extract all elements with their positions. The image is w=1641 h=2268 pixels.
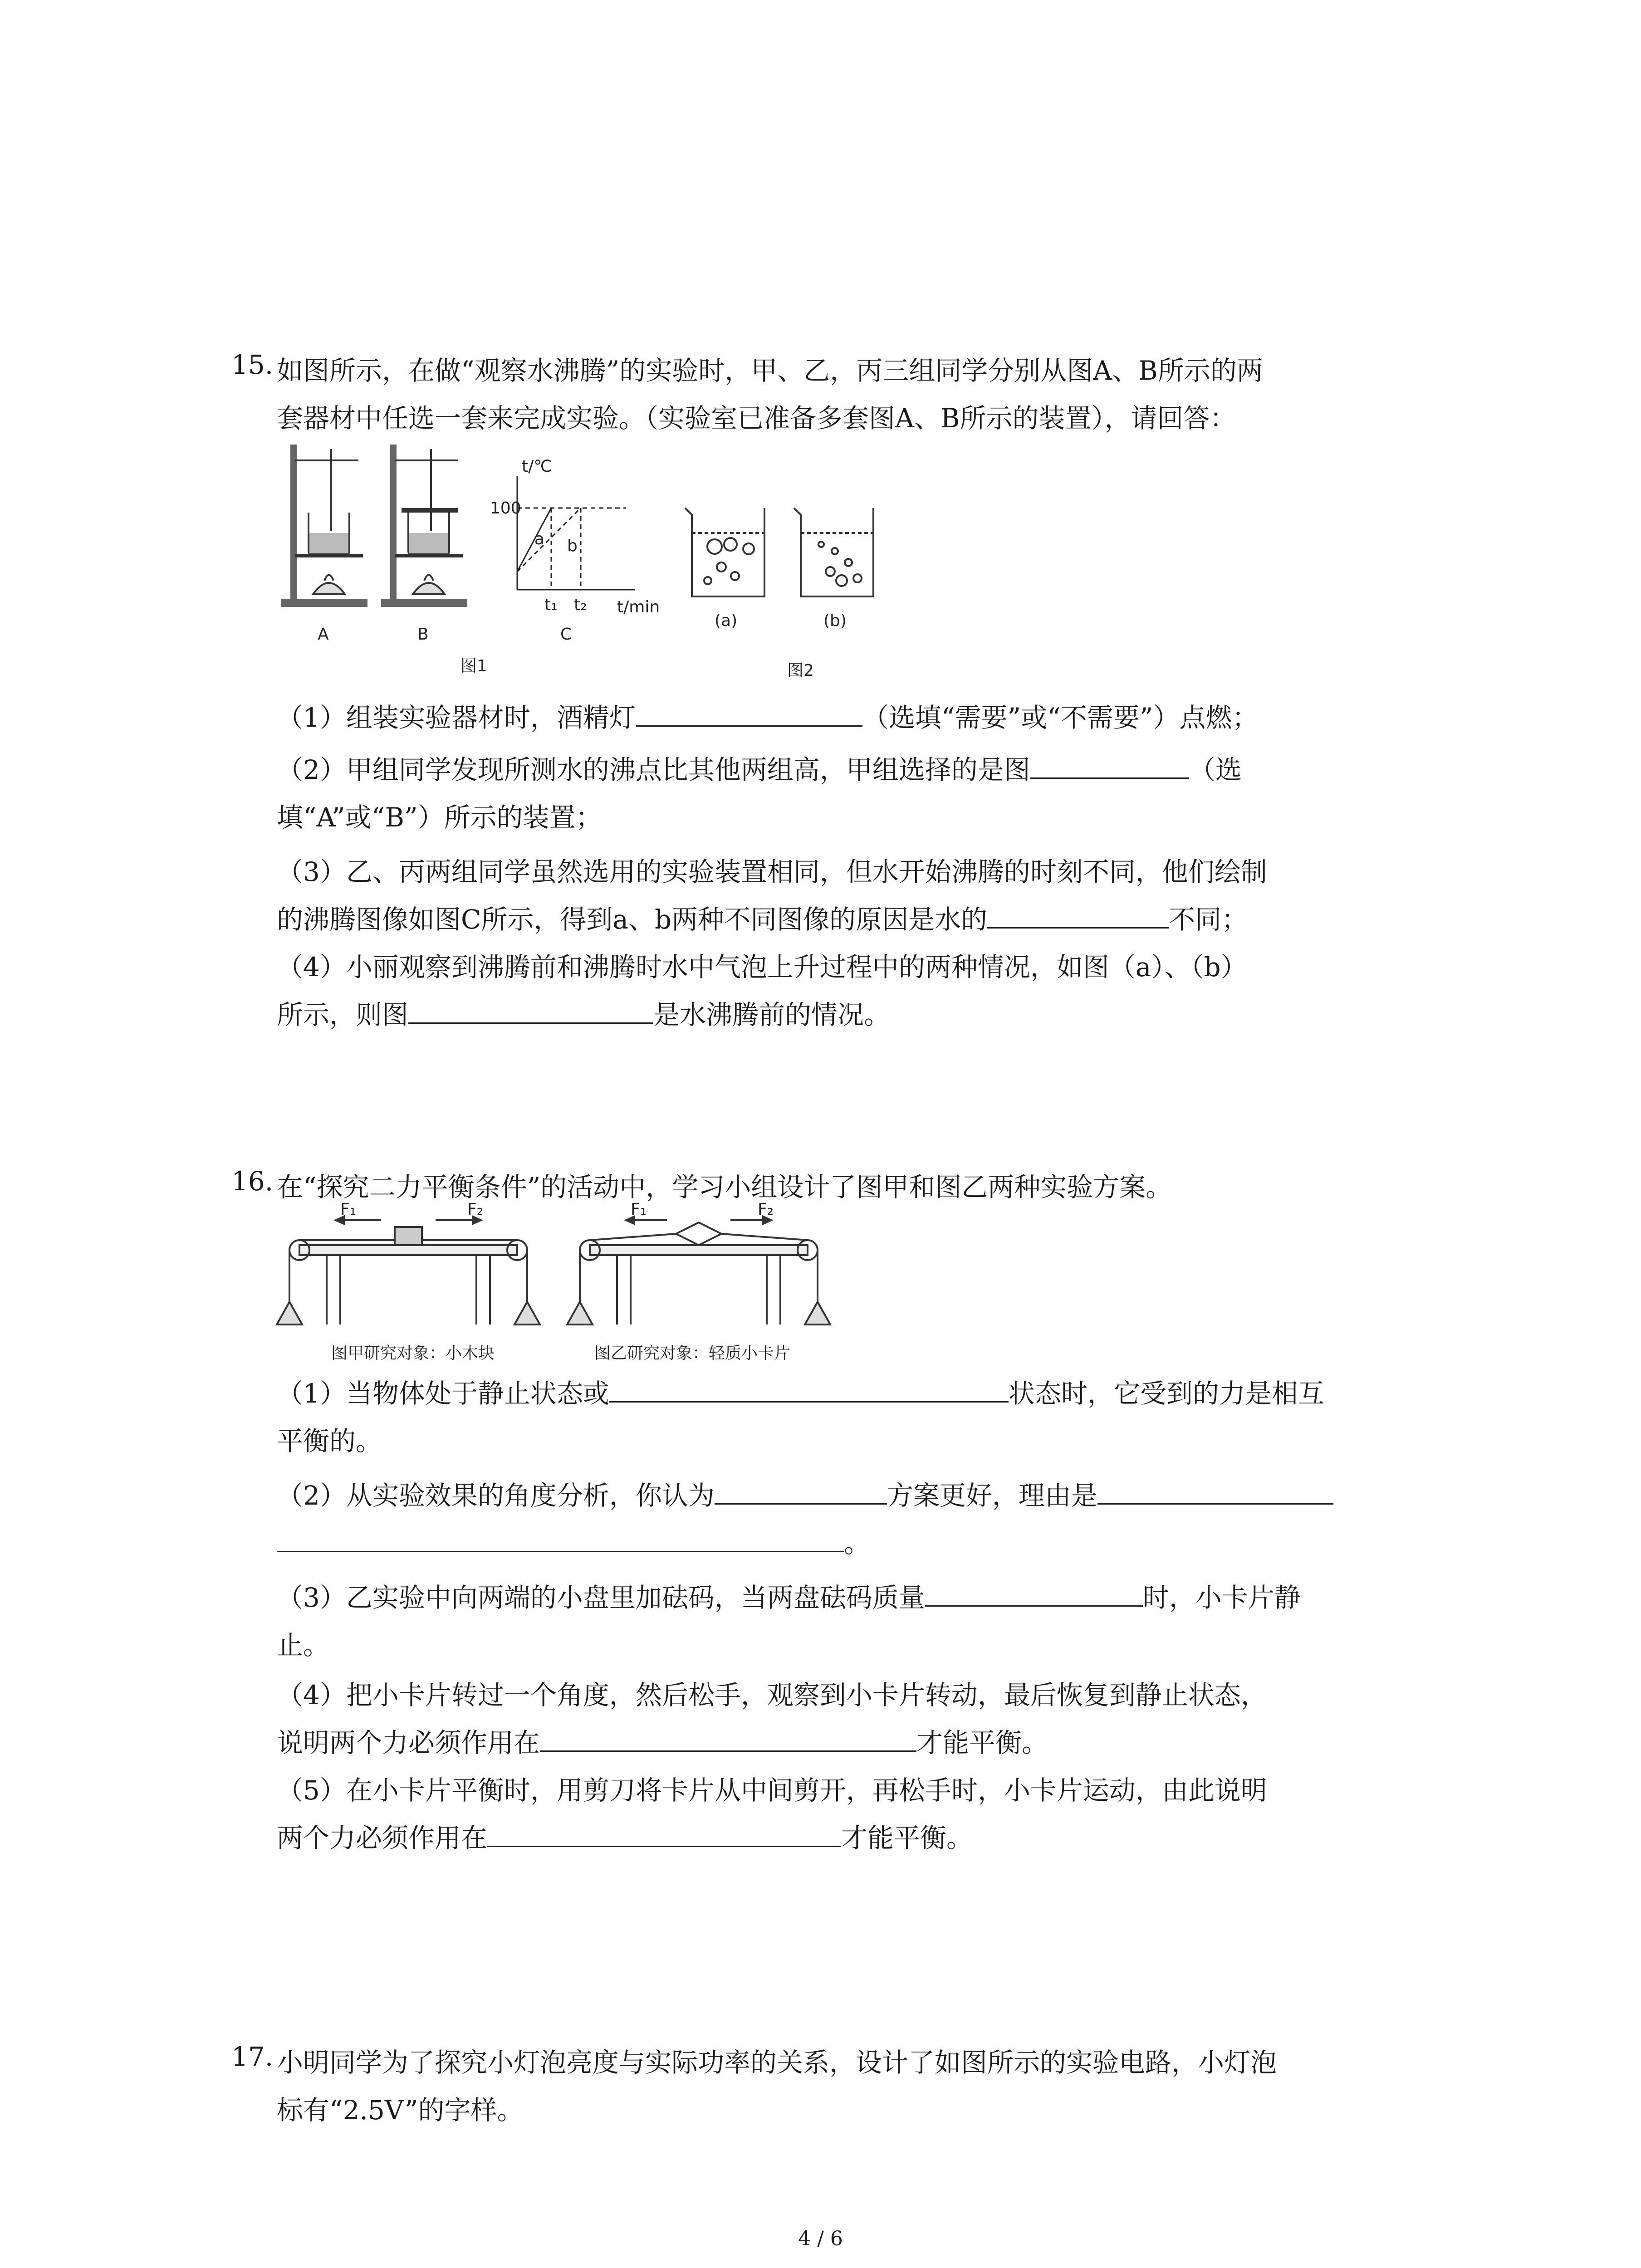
answer-blank[interactable] <box>636 699 862 727</box>
q15-part2-text: （选 <box>1189 754 1242 785</box>
q15-part4-text: 是水沸腾前的情况。 <box>653 999 891 1030</box>
q16-part1-text: （1）当物体处于静止状态或 <box>277 1378 609 1409</box>
q16-part2-text: （2）从实验效果的角度分析，你认为 <box>277 1480 715 1511</box>
q16-part2-text: 。 <box>844 1528 871 1559</box>
q16-part3 <box>277 1576 1301 1614</box>
q15-part1 <box>277 696 1259 734</box>
answer-blank[interactable] <box>408 996 653 1024</box>
answer-blank[interactable] <box>609 1375 1009 1403</box>
f1-label: F₁ <box>340 1202 357 1219</box>
q15-part2-cont: 填“A”或“B”）所示的装置； <box>277 802 602 833</box>
q16-part5-cont <box>277 1817 973 1855</box>
q16-part1-cont: 平衡的。 <box>277 1426 382 1457</box>
q16-part1-text: 状态时，它受到的力是相互 <box>1008 1378 1324 1409</box>
q15-part4: （4）小丽观察到沸腾前和沸腾时水中气泡上升过程中的两种情况，如图（a）、（b） <box>277 952 1247 982</box>
q16-part1 <box>277 1372 1324 1410</box>
q16-part2-cont <box>277 1522 870 1560</box>
label-c: C <box>560 625 572 644</box>
answer-blank[interactable] <box>715 1477 887 1505</box>
question-text: 小明同学为了探究小灯泡亮度与实际功率的关系，设计了如图所示的实验电路，小灯泡 <box>277 2047 1277 2078</box>
answer-blank[interactable] <box>1030 751 1189 779</box>
q16-part4-cont <box>277 1721 1048 1760</box>
question-number: 15. <box>231 349 274 380</box>
answer-blank[interactable] <box>277 1525 844 1552</box>
q15-part1-text: （选填“需要”或“不需要”）点燃； <box>862 702 1259 733</box>
q16-part3-cont: 止。 <box>277 1630 330 1661</box>
beaker-a <box>685 508 764 596</box>
q16-part5-text: 两个力必须作用在 <box>277 1823 488 1853</box>
setup-jia <box>277 1217 540 1325</box>
boiling-apparatus-figure <box>272 435 916 689</box>
answer-blank[interactable] <box>1097 1477 1333 1505</box>
sub-b-label: (b) <box>823 611 847 630</box>
question-number: 17. <box>231 2041 274 2072</box>
sub-a-label: (a) <box>715 611 738 630</box>
y-axis-label: t/℃ <box>522 457 552 476</box>
question-number: 16. <box>231 1166 274 1197</box>
curve-a-label: a <box>534 530 545 548</box>
caption-yi: 图乙研究对象：轻质小卡片 <box>594 1344 791 1363</box>
question-text: 如图所示，在做“观察水沸腾”的实验时，甲、乙，丙三组同学分别从图A、B所示的两 <box>277 355 1263 386</box>
q15-part3-text: 不同； <box>1169 904 1248 935</box>
curve-b-label: b <box>567 537 578 555</box>
q15-part3-text: 的沸腾图像如图C所示，得到a、b两种不同图像的原因是水的 <box>277 904 988 935</box>
q15-part4-text: 所示，则图 <box>277 999 409 1030</box>
question-text: 套器材中任选一套来完成实验。（实验室已准备多套图A、B所示的装置），请回答： <box>277 403 1236 434</box>
q16-part4-text: 才能平衡。 <box>916 1727 1048 1758</box>
q15-part1-text: （1）组装实验器材时，酒精灯 <box>277 702 636 733</box>
q15-part4-cont <box>277 993 890 1031</box>
q16-part4: （4）把小卡片转过一个角度，然后松手，观察到小卡片转动，最后恢复到静止状态， <box>277 1680 1267 1711</box>
apparatus-b <box>381 445 467 607</box>
q16-part2-text: 方案更好，理由是 <box>887 1480 1097 1511</box>
setup-yi <box>567 1217 830 1325</box>
label-b: B <box>417 625 429 644</box>
q15-part2-text: （2）甲组同学发现所测水的沸点比其他两组高，甲组选择的是图 <box>277 754 1030 785</box>
answer-blank[interactable] <box>925 1579 1143 1607</box>
t2-label: t₂ <box>574 596 587 614</box>
q16-part4-text: 说明两个力必须作用在 <box>277 1727 540 1758</box>
x-axis-label: t/min <box>617 598 660 616</box>
caption-jia: 图甲研究对象：小木块 <box>331 1344 495 1363</box>
y-tick-100: 100 <box>490 499 521 518</box>
q16-part5-text: 才能平衡。 <box>841 1823 973 1853</box>
fig1-caption: 图1 <box>460 657 487 675</box>
fig2-caption: 图2 <box>787 661 814 680</box>
q15-part3-cont <box>277 898 1248 936</box>
apparatus-a <box>281 445 367 607</box>
q15-part2 <box>277 748 1242 787</box>
answer-blank[interactable] <box>540 1724 916 1752</box>
question-text: 在“探究二力平衡条件”的活动中，学习小组设计了图甲和图乙两种实验方案。 <box>277 1172 1172 1202</box>
q16-part3-text: 时，小卡片静 <box>1142 1582 1301 1613</box>
f2-label: F₂ <box>467 1202 484 1219</box>
answer-blank[interactable] <box>987 901 1169 929</box>
q16-part2 <box>277 1474 1333 1512</box>
q16-part5: （5）在小卡片平衡时，用剪刀将卡片从中间剪开，再松手时，小卡片运动，由此说明 <box>277 1775 1267 1806</box>
q16-part3-text: （3）乙实验中向两端的小盘里加砝码，当两盘砝码质量 <box>277 1582 925 1613</box>
two-force-balance-figure <box>272 1202 885 1365</box>
beaker-b <box>794 508 873 596</box>
q15-part3: （3）乙、丙两组同学虽然选用的实验装置相同，但水开始沸腾的时刻不同，他们绘制 <box>277 856 1267 887</box>
answer-blank[interactable] <box>487 1819 841 1847</box>
label-a: A <box>318 625 329 644</box>
question-text: 标有“2.5V”的字样。 <box>277 2095 524 2126</box>
f1-label: F₁ <box>631 1202 647 1219</box>
t1-label: t₁ <box>544 596 558 614</box>
page-number: 4 / 6 <box>798 2227 843 2250</box>
f2-label: F₂ <box>758 1202 774 1219</box>
